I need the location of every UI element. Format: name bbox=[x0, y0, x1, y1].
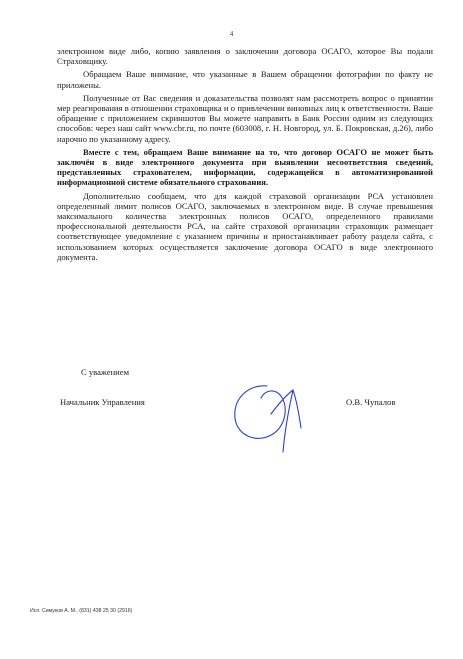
footer-executor: Исп. Симуков А. М., (831) 438 25 30 (2916) bbox=[30, 608, 133, 614]
signer-name: О.В. Чупалов bbox=[346, 397, 396, 407]
paragraph-4: Вместе с тем, обращаем Ваше внимание на то, что договор ОСАГО не может быть заключён в виде электронного документа при выявлении несоответствия сведений, представленных страхователем, информации, содержащейся в автоматизированной информационной системе обязательного страхования. bbox=[57, 146, 433, 188]
paragraph-3: Полученные от Вас сведения и доказательства позволят нам рассмотреть вопрос о принятии мер реагирования в отношении страховщика и о привлечении виновных лиц к ответственности. Ваше обращение с приложением скриншотов Вы можете направить в Банк России одним из следующих способов: через наш сайт www.cbr.ru, по почте (603008, г. Н. Новгород, ул. Б. Покровская, д.26), либо нарочно по указанному адресу. bbox=[57, 92, 433, 144]
paragraph-2: Обращаем Ваше внимание, что указанные в Вашем обращении фотографии по факту не приложены. bbox=[57, 69, 433, 90]
paragraph-1: электронном виде либо, копию заявления о заключении договора ОСАГО, которое Вы подали Страховщику. bbox=[57, 46, 433, 67]
closing-salutation: С уважением bbox=[81, 367, 130, 377]
paragraph-5: Дополнительно сообщаем, что для каждой страховой организации РСА установлен определенный лимит полисов ОСАГО, заключаемых в электронном виде. В случае превышения максимального количества электронных полисов ОСАГО, определенного правилами профессиональной деятельности РСА, на сайте страховой организации страховщик размещает соответствующее уведомление с указанием причины и приостанавливает работу раздела сайта, с использованием которых осуществляется заключение договора ОСАГО в виде электронного документа. bbox=[57, 190, 433, 262]
page-number: 4 bbox=[229, 30, 234, 38]
signer-title: Начальник Управления bbox=[60, 397, 145, 407]
handwritten-signature bbox=[215, 368, 335, 458]
letter-body bbox=[57, 46, 433, 265]
